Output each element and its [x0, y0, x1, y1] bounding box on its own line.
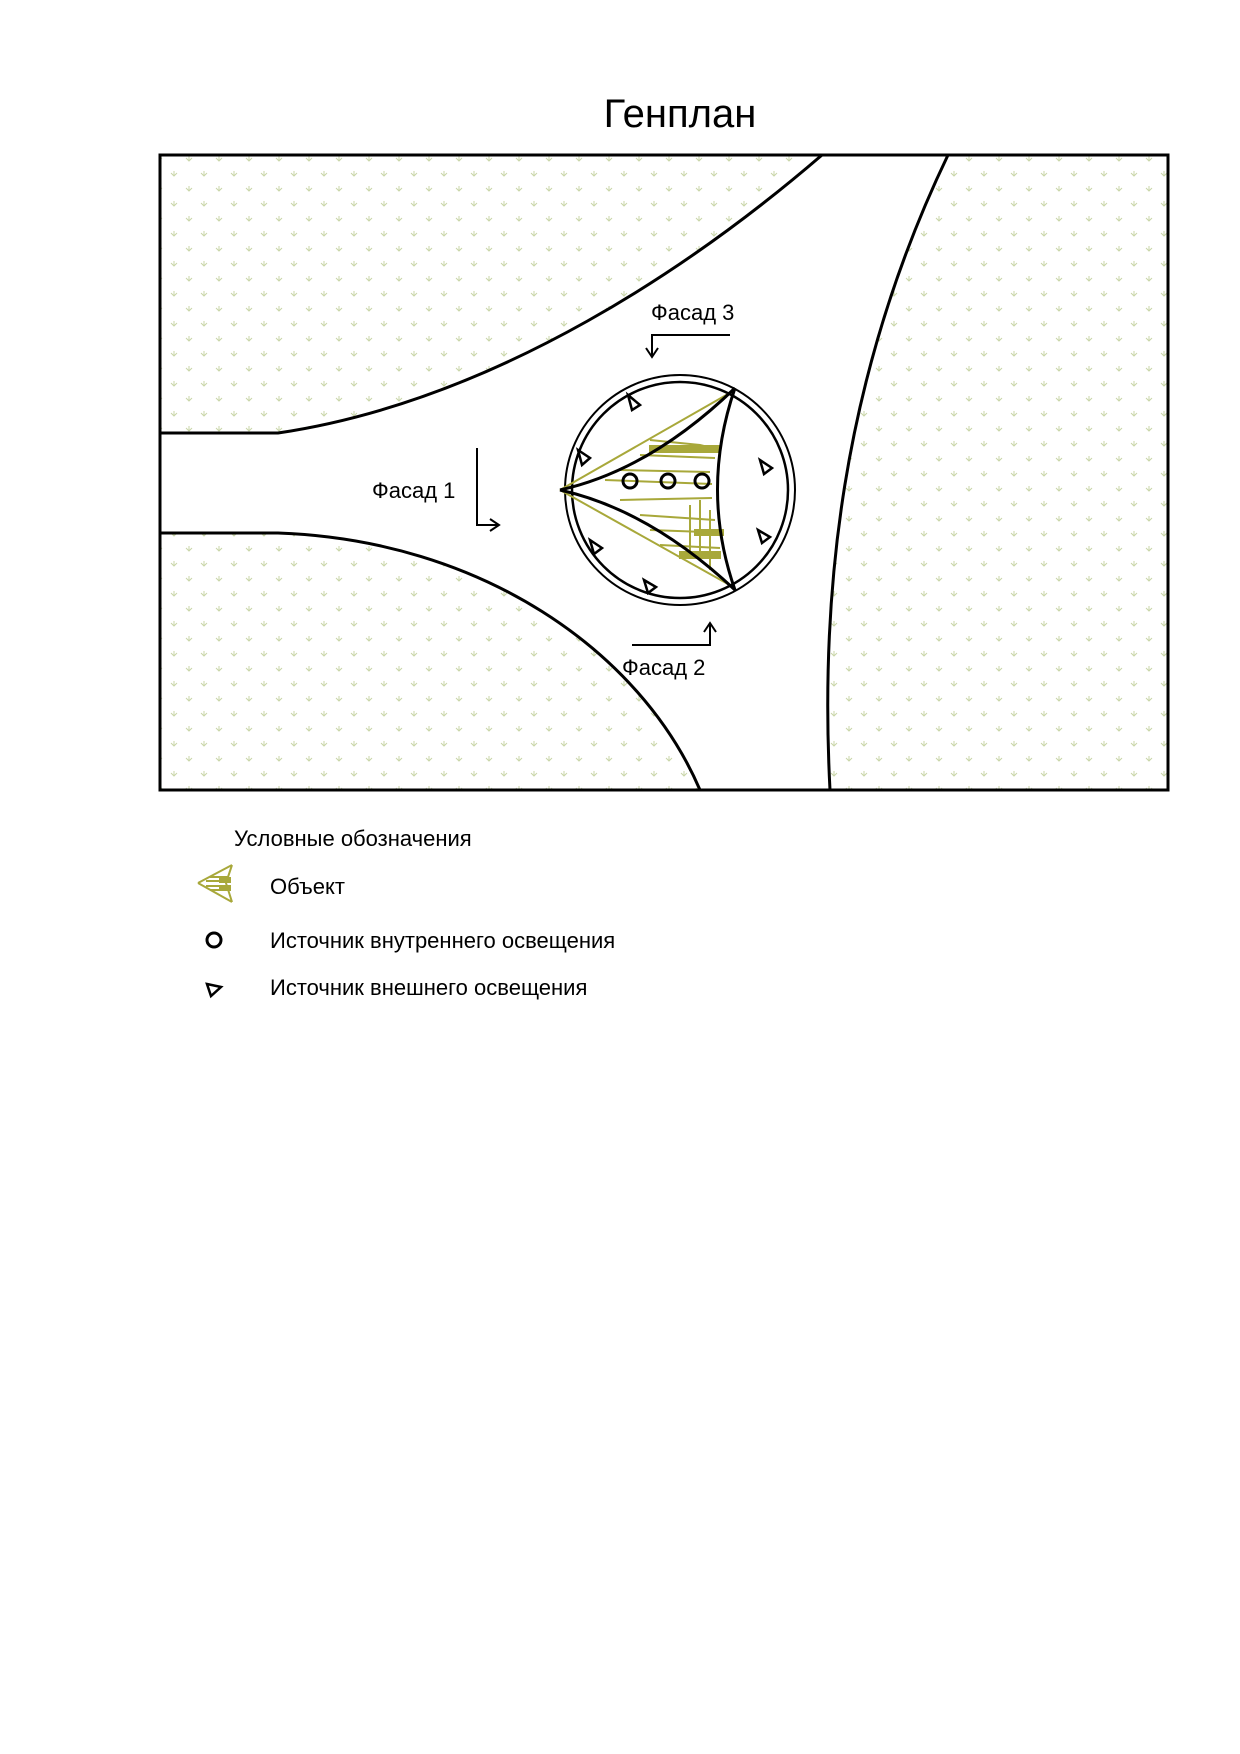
- exterior-light-6: [758, 530, 770, 543]
- facade-2-label: Фасад 2: [622, 655, 706, 680]
- facade-1-marker: [477, 448, 499, 531]
- page-title: Генплан: [603, 92, 757, 136]
- triangle-icon: [204, 980, 224, 1000]
- lawn-bottom-left: [160, 533, 700, 790]
- lawn-right: [828, 155, 1168, 790]
- circle-icon: [204, 930, 224, 950]
- legend-item-exterior-light: Источник внешнего освещения: [270, 975, 588, 1000]
- legend-item-interior-light: Источник внутреннего освещения: [270, 928, 616, 953]
- exterior-light-1: [628, 395, 640, 410]
- legend-item-object: Объект: [270, 874, 345, 899]
- interior-lights: [623, 474, 709, 488]
- facade-3-label: Фасад 3: [651, 300, 735, 325]
- plaza-inner-circle: [572, 382, 788, 598]
- facade-1-label: Фасад 1: [372, 478, 456, 503]
- object-icon: [196, 860, 238, 906]
- interior-light-2: [661, 474, 675, 488]
- exterior-light-5: [760, 460, 772, 474]
- interior-light-3: [695, 474, 709, 488]
- site-plan: [0, 0, 1240, 820]
- object-outline: [560, 388, 735, 590]
- facade-3-marker: [646, 335, 730, 357]
- legend-title: Условные обозначения: [234, 826, 472, 851]
- exterior-light-4: [644, 580, 656, 593]
- exterior-light-2: [578, 450, 590, 465]
- facade-2-marker: [632, 623, 716, 645]
- plaza-outer-circle: [565, 375, 795, 605]
